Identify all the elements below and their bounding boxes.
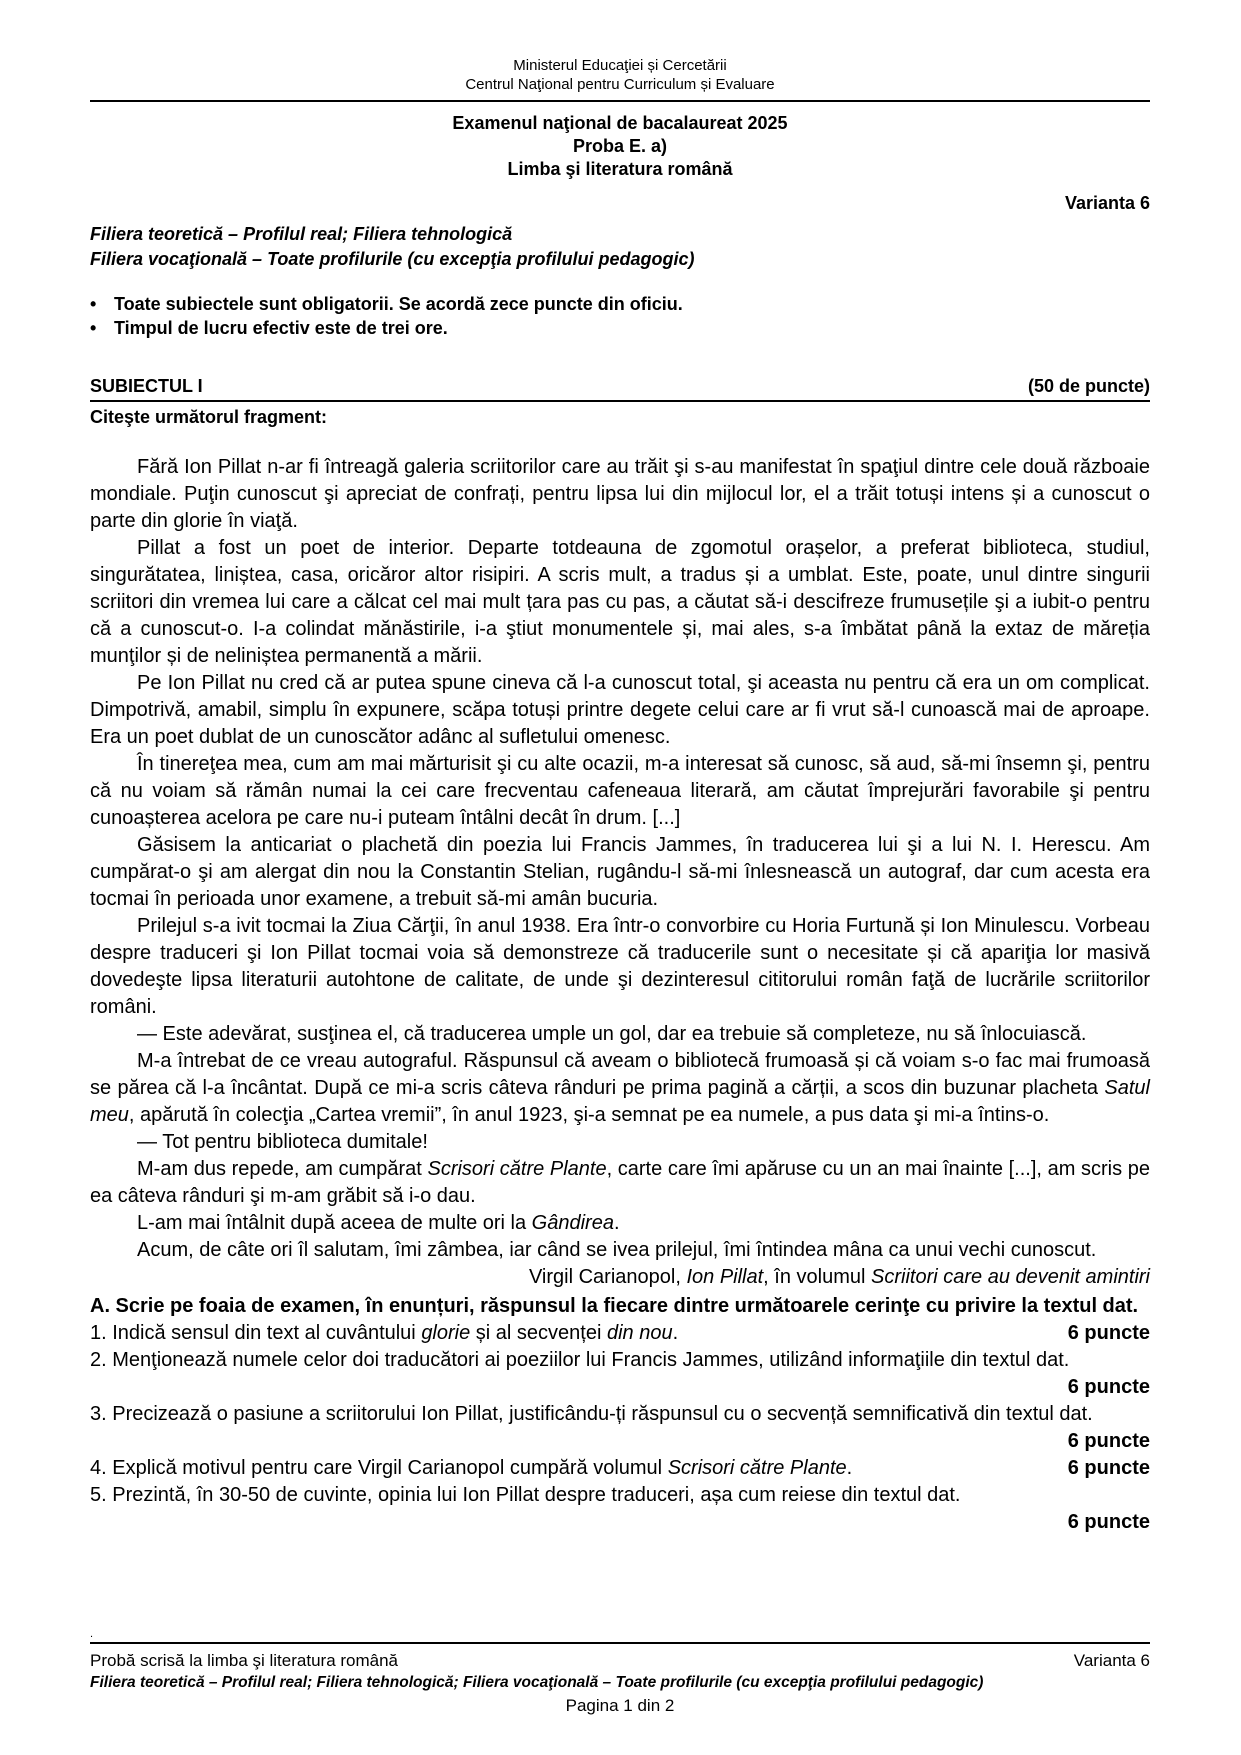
text-run: — Tot pentru biblioteca dumitale! — [137, 1131, 428, 1153]
instruction-item — [90, 316, 1150, 340]
fragment-paragraph — [90, 832, 1150, 913]
text-run: , în volumul — [763, 1266, 871, 1288]
text-run: Pillat a fost un poet de interior. Departe totdeauna de zgomotul orașelor, a preferat biblioteca, studiul, singurătatea, liniștea, casa, oricăror altor risipiri. A scris mult, a tradus și a umblat. Este, poate, unul dintre singurii scriitori din vremea lui care a călcat cel mai mult țara pas cu pas, a căutat să-i descifreze frumusețile şi a iubit-o pentru că a cunoscut-o. I-a colindat mănăstirile, i-a ştiut monumentele și, mai ales, s-a îmbătat până la extaz de măreția munţilor și de neliniștea permanentă a mării. — [90, 537, 1150, 667]
fragment-paragraph — [90, 1237, 1150, 1264]
fragment-paragraph — [90, 535, 1150, 670]
requirement-item — [90, 1320, 1150, 1347]
fragment-paragraph — [90, 1129, 1150, 1156]
footer-page-number: Pagina 1 din 2 — [565, 1696, 675, 1715]
fragment-intro: Citeşte următorul fragment: — [90, 407, 328, 427]
text-run: . — [672, 1322, 679, 1344]
fragment-paragraph — [90, 1210, 1150, 1237]
instruction-item — [90, 292, 1150, 316]
footer-filiera: Filiera teoretică – Profilul real; Filiera tehnologică; Filiera vocaţională – Toate profilurile (cu excepţia profilului pedagogic) — [90, 1674, 984, 1691]
exam-subject: Limba şi literatura română — [507, 159, 733, 179]
footer-variant: Varianta 6 — [1073, 1651, 1150, 1670]
center-name: Centrul Naţional pentru Curriculum și Evaluare — [465, 76, 775, 93]
text-run: — Este adevărat, susţinea el, că traducerea umple un gol, dar ea trebuie să completeze, nu să înlocuiască. — [137, 1023, 1087, 1045]
text-run: . — [846, 1457, 853, 1479]
header-divider — [90, 100, 1150, 102]
instruction-text: Timpul de lucru efectiv este de trei ore. — [114, 318, 448, 338]
footer-dot: . — [90, 1628, 94, 1640]
italic-text-run: Scrisori către Plante — [427, 1158, 607, 1180]
footer-row — [90, 1650, 1150, 1672]
filiera-line-2: Filiera vocaţională – Toate profilurile (cu excepţia profilului pedagogic) — [90, 249, 695, 269]
exam-title: Examenul naţional de bacalaureat 2025 — [452, 113, 788, 133]
requirements-list — [90, 1320, 1150, 1536]
italic-text-run: Gândirea — [531, 1212, 614, 1234]
requirement-item — [90, 1401, 1150, 1455]
requirement-item — [90, 1482, 1150, 1536]
requirement-item — [90, 1455, 1150, 1482]
section-a-intro: A. Scrie pe foaia de examen, în enunțuri, răspunsul la fiecare dintre următoarele cerinţe cu privire la textul dat. — [90, 1295, 1139, 1317]
points-label: 6 puncte — [1067, 1511, 1150, 1533]
italic-text-run: Satul meu — [90, 1077, 1150, 1126]
italic-text-run: Scriitori care au devenit amintiri — [871, 1266, 1150, 1288]
subject-points: (50 de puncte) — [1027, 376, 1150, 396]
page-footer — [90, 1628, 1150, 1717]
points-label: 6 puncte — [1067, 1322, 1150, 1344]
ministry-name: Ministerul Educaţiei și Cercetării — [513, 57, 727, 74]
text-run: M-am dus repede, am cumpărat — [137, 1158, 428, 1180]
text-run: , apărută în colecţia „Cartea vremii”, în anul 1923, şi-a semnat pe ea numele, a pus data şi mi-a întins-o. — [128, 1104, 1050, 1126]
text-run: 1. Indică sensul din text al cuvântului — [90, 1322, 422, 1344]
text-run: și al secvenței — [470, 1322, 607, 1344]
requirement-item — [90, 1347, 1150, 1401]
fragment-paragraph — [90, 454, 1150, 535]
points-label: 6 puncte — [1067, 1376, 1150, 1398]
instruction-text: Toate subiectele sunt obligatorii. Se acordă zece puncte din oficiu. — [114, 294, 683, 314]
instructions-list — [90, 292, 1150, 340]
fragment-paragraph — [90, 751, 1150, 832]
fragment-text — [90, 454, 1150, 1264]
text-run: În tinereţea mea, cum am mai mărturisit şi cu alte ocazii, m-a interesat să cunosc, să aud, să-mi însemn şi, pentru că nu voiam să rămân numai la cei care frecventau cafeneaua literară, am căutat împrejurări favorabile şi pentru cunoașterea acelora pe care nu-i puteam întâlni decât în drum. [...] — [90, 753, 1150, 829]
text-run: , carte care îmi apăruse cu un an mai înainte [...], am scris pe ea câteva rânduri şi m-am grăbit să i-o dau. — [90, 1158, 1150, 1207]
text-run: 5. Prezintă, în 30-50 de cuvinte, opinia lui Ion Pillat despre traduceri, așa cum reiese din textul dat. — [90, 1484, 961, 1506]
filiera-line-1: Filiera teoretică – Profilul real; Filiera tehnologică — [90, 224, 513, 244]
italic-text-run: Scrisori către Plante — [667, 1457, 847, 1479]
points-label: 6 puncte — [1067, 1457, 1150, 1479]
text-run: Acum, de câte ori îl salutam, îmi zâmbea, iar când se ivea prilejul, îmi întindea mâna ca unui vechi cunoscut. — [137, 1239, 1097, 1261]
ministry-header — [90, 56, 1150, 94]
fragment-paragraph — [90, 1021, 1150, 1048]
text-run: 3. Precizează o pasiune a scriitorului Ion Pillat, justificându-ți răspunsul cu o secvență semnificativă din textul dat. — [90, 1403, 1093, 1425]
bullet-icon: • — [90, 294, 97, 314]
filiera-block — [90, 222, 1150, 272]
points-label: 6 puncte — [1067, 1430, 1150, 1452]
text-run: Găsisem la anticariat o plachetă din poezia lui Francis Jammes, în traducerea lui şi a lui N. I. Herescu. Am cumpărat-o şi am alergat din nou la Constantin Stelian, rugându-l să-mi înlesnească un autograf, dar cum acesta era tocmai în perioada unor examene, a trebuit să-mi amân bucuria. — [90, 834, 1150, 910]
italic-text-run: din nou — [606, 1322, 673, 1344]
italic-text-run: Ion Pillat — [686, 1266, 764, 1288]
text-run: Pe Ion Pillat nu cred că ar putea spune cineva că l-a cunoscut total, şi aceasta nu pentru că era un om complicat. Dimpotrivă, amabil, simplu în expunere, scăpa totuși printre degete celui care ar fi vrut să-l cunoască mai de aproape. Era un poet dublat de un cunoscător adânc al sufletului omenesc. — [90, 672, 1150, 748]
text-run: 4. Explică motivul pentru care Virgil Carianopol cumpără volumul — [90, 1457, 668, 1479]
text-run: Virgil Carianopol, — [528, 1266, 687, 1288]
exam-title-block — [90, 112, 1150, 181]
fragment-paragraph — [90, 1048, 1150, 1129]
text-run: 2. Menţionează numele celor doi traducători ai poeziilor lui Francis Jammes, utilizând informaţiile din textul dat. — [90, 1349, 1070, 1371]
text-run: Fără Ion Pillat n-ar fi întreagă galeria scriitorilor care au trăit şi s-au manifestat în spaţiul dintre cele două războaie mondiale. Puţin cunoscut şi apreciat de confrați, pentru lipsa lui din mijlocul lor, el a trăit totuși intens și a cunoscut o parte din glorie în viaţă. — [90, 456, 1150, 532]
variant-label: Varianta 6 — [1064, 193, 1150, 213]
text-run: Prilejul s-a ivit tocmai la Ziua Cărţii, în anul 1938. Era într-o convorbire cu Horia Furtună și Ion Minulescu. Vorbeau despre traduceri şi Ion Pillat tocmai voia să demonstreze că traducerile sunt o necesitate și că apariţia lor masivă dovedeşte lipsa literaturii autohtone de calitate, de unde şi dezinteresul cititorului român faţă de lucrările scriitorilor români. — [90, 915, 1150, 1018]
italic-text-run: glorie — [421, 1322, 471, 1344]
attribution-line — [90, 1264, 1150, 1291]
footer-divider — [90, 1642, 1150, 1644]
exam-proba: Proba E. a) — [572, 136, 668, 156]
subject-label: SUBIECTUL I — [90, 376, 203, 396]
bullet-icon: • — [90, 318, 97, 338]
fragment-paragraph — [90, 670, 1150, 751]
fragment-paragraph — [90, 913, 1150, 1021]
text-run: L-am mai întâlnit după aceea de multe ori la — [137, 1212, 532, 1234]
text-run: M-a întrebat de ce vreau autograful. Răspunsul că aveam o bibliotecă frumoasă și că voiam s-o fac mai frumoasă se părea că l-a încântat. După ce mi-a scris câteva rânduri pe prima pagină a cărții, a scos din buzunar placheta — [90, 1050, 1150, 1099]
fragment-paragraph — [90, 1156, 1150, 1210]
subject-heading-row — [90, 376, 1150, 402]
footer-proba: Probă scrisă la limba şi literatura română — [90, 1651, 399, 1670]
text-run: . — [613, 1212, 620, 1234]
